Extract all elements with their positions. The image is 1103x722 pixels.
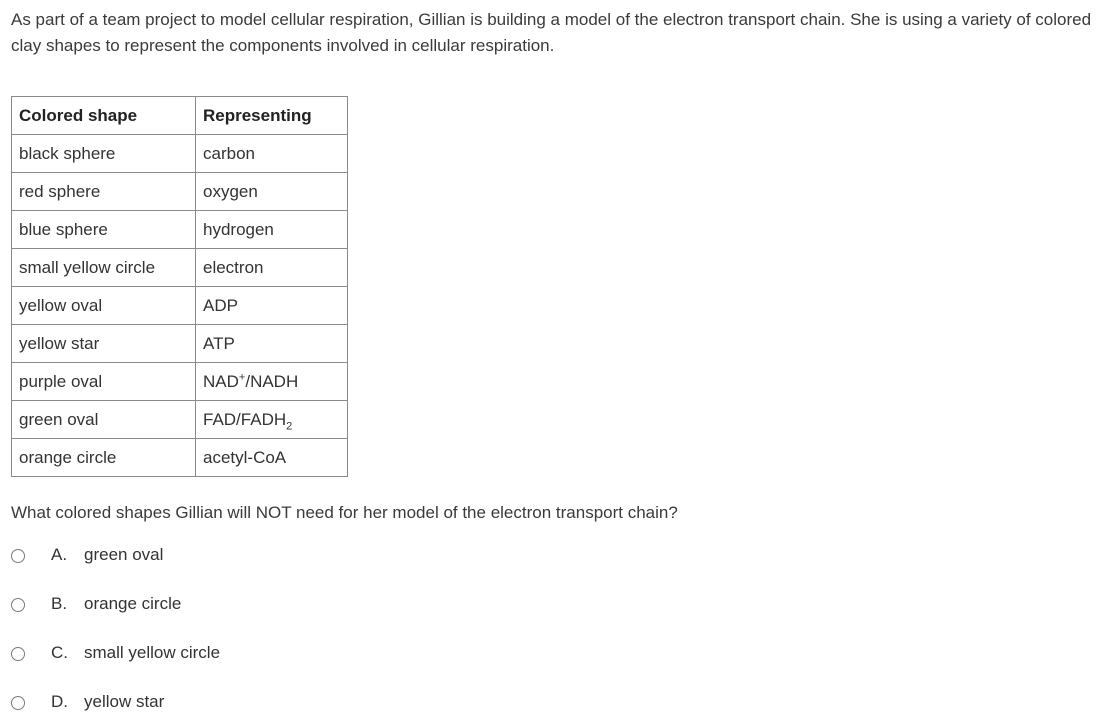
option-label[interactable]: green oval bbox=[84, 545, 164, 564]
table-row bbox=[12, 287, 348, 325]
answer-option-c[interactable] bbox=[11, 640, 220, 666]
option-letter: C. bbox=[51, 643, 68, 662]
answer-option-b[interactable] bbox=[11, 591, 181, 617]
rep-superscript: + bbox=[238, 370, 246, 383]
answer-option-a[interactable] bbox=[11, 542, 163, 568]
representing-cell: acetyl-CoA bbox=[196, 439, 348, 477]
radio-button-a[interactable] bbox=[11, 549, 25, 563]
table-row bbox=[12, 325, 348, 363]
table-row bbox=[12, 249, 348, 287]
representing-cell: carbon bbox=[196, 135, 348, 173]
shape-cell: black sphere bbox=[12, 135, 196, 173]
shape-cell: yellow star bbox=[12, 325, 196, 363]
rep-subscript: 2 bbox=[286, 419, 293, 432]
table-row bbox=[12, 401, 348, 439]
answer-option-d[interactable] bbox=[11, 689, 164, 715]
table-row bbox=[12, 173, 348, 211]
option-letter: A. bbox=[51, 545, 68, 564]
option-label[interactable]: yellow star bbox=[84, 692, 165, 711]
option-letter: B. bbox=[51, 594, 68, 613]
shape-cell: blue sphere bbox=[12, 211, 196, 249]
table-row bbox=[12, 135, 348, 173]
option-letter: D. bbox=[51, 692, 68, 711]
representing-cell: hydrogen bbox=[196, 211, 348, 249]
shape-cell: yellow oval bbox=[12, 287, 196, 325]
rep-text-suffix: /NADH bbox=[245, 371, 299, 391]
option-label[interactable]: orange circle bbox=[84, 594, 182, 613]
representing-cell bbox=[196, 401, 348, 439]
shape-cell: green oval bbox=[12, 401, 196, 439]
shape-cell: red sphere bbox=[12, 173, 196, 211]
option-label[interactable]: small yellow circle bbox=[84, 643, 221, 662]
shape-cell: small yellow circle bbox=[12, 249, 196, 287]
radio-button-d[interactable] bbox=[11, 696, 25, 710]
representing-cell bbox=[196, 363, 348, 401]
question-intro: As part of a team project to model cellular respiration, Gillian is building a model of the electron transport chain. She is using a variety of colored clay shapes to represent the components involved in cellular respiration. bbox=[11, 10, 1092, 55]
shape-key-table bbox=[11, 96, 348, 477]
radio-button-b[interactable] bbox=[11, 598, 25, 612]
rep-text: FAD/FADH bbox=[203, 409, 287, 429]
table-row bbox=[12, 439, 348, 477]
column-header-representing: Representing bbox=[196, 97, 348, 135]
table-header-row bbox=[12, 97, 348, 135]
shape-cell: orange circle bbox=[12, 439, 196, 477]
rep-text: NAD bbox=[203, 371, 239, 391]
representing-cell: ADP bbox=[196, 287, 348, 325]
representing-cell: oxygen bbox=[196, 173, 348, 211]
representing-cell: ATP bbox=[196, 325, 348, 363]
column-header-shape: Colored shape bbox=[12, 97, 196, 135]
shape-cell: purple oval bbox=[12, 363, 196, 401]
representing-cell: electron bbox=[196, 249, 348, 287]
question-prompt: What colored shapes Gillian will NOT need for her model of the electron transport chain? bbox=[11, 503, 678, 522]
table-row bbox=[12, 211, 348, 249]
radio-button-c[interactable] bbox=[11, 647, 25, 661]
table-row bbox=[12, 363, 348, 401]
